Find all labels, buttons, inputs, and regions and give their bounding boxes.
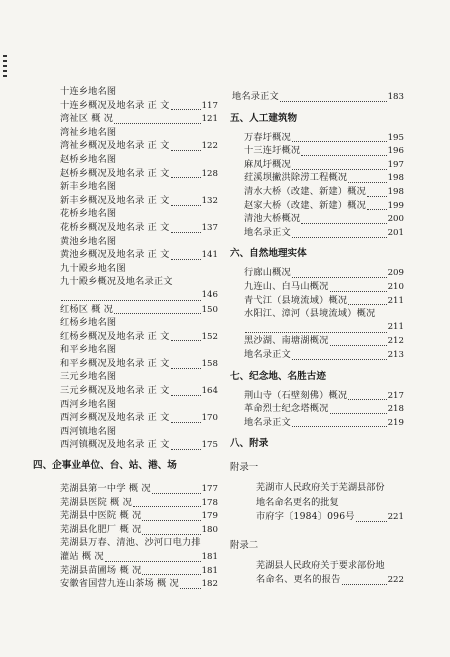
toc-entry: 市府字〔1984〕096号 221 bbox=[256, 511, 404, 523]
toc-entry-title: 麻凤圩概况 bbox=[244, 158, 291, 170]
toc-entry bbox=[244, 144, 404, 158]
toc-entry-title: 和平乡地名图 bbox=[60, 344, 117, 356]
toc-entry-title: 赵桥乡概况及地名录 正 文 bbox=[60, 167, 170, 179]
dot-leader bbox=[171, 331, 201, 341]
toc-entry-title: 十三连圩概况 bbox=[244, 145, 301, 157]
dot-leader bbox=[330, 282, 387, 292]
toc-entry-title: 芜湖县医院 概 况 bbox=[60, 496, 132, 508]
toc-page-number: 217 bbox=[387, 390, 404, 401]
toc-entry bbox=[60, 482, 218, 496]
appendix-1-line: 地名命名更名的批复 bbox=[256, 497, 339, 509]
toc-page-number: 210 bbox=[387, 281, 404, 292]
toc-entry-title: 花桥乡概况及地名录 正 文 bbox=[60, 221, 170, 233]
toc-entry bbox=[60, 536, 218, 550]
toc-page-number: 121 bbox=[201, 114, 218, 125]
toc-entry bbox=[60, 167, 218, 181]
toc-entry-title: 西河镇地名图 bbox=[60, 425, 117, 437]
toc-page-number: 213 bbox=[387, 349, 404, 360]
toc-entry-title: 地名录正文 bbox=[244, 226, 291, 238]
toc-entry-title: 红杨乡概况及地名录 正 文 bbox=[60, 330, 170, 342]
toc-entry bbox=[244, 266, 404, 280]
dot-leader bbox=[301, 146, 386, 156]
toc-page-number: 212 bbox=[387, 336, 404, 347]
toc-entry-title: 黄池乡地名图 bbox=[60, 235, 117, 247]
toc-entry bbox=[244, 158, 404, 172]
dot-leader bbox=[367, 187, 387, 197]
toc-page-number: 179 bbox=[201, 511, 218, 522]
toc-entry bbox=[60, 235, 218, 249]
toc-entry-title: 灌站 概 况 bbox=[60, 551, 104, 562]
toc-entry-title: 芜湖县第一中学 概 况 bbox=[60, 483, 151, 495]
toc-entry-title: 芜湖县万春、清池、沙河口电力排 bbox=[60, 537, 201, 549]
dot-leader bbox=[292, 160, 387, 170]
toc-page-number: 181 bbox=[201, 552, 218, 562]
toc-entry bbox=[60, 262, 218, 276]
toc-entry bbox=[60, 85, 218, 99]
toc-entry bbox=[244, 348, 404, 362]
toc-entry-title: 三元乡概况及地名录 正 文 bbox=[60, 385, 170, 397]
dot-leader bbox=[114, 304, 200, 314]
appendix-2-line: 芜湖县人民政府关于要求部份地 bbox=[256, 559, 385, 571]
toc-page-number: 198 bbox=[387, 186, 404, 197]
toc-page-number: 180 bbox=[201, 524, 218, 535]
toc-page-number: 211 bbox=[387, 295, 404, 306]
toc-entry-title: 青弋江（县境流域）概况 bbox=[244, 294, 348, 306]
toc-entry-title: 三元乡地名图 bbox=[60, 371, 117, 383]
toc-page-number: 117 bbox=[201, 100, 218, 111]
toc-entry bbox=[60, 398, 218, 412]
toc-entry-title: 安徽省国营九连山茶场 概 况 bbox=[60, 578, 179, 590]
toc-page-number: 181 bbox=[201, 565, 218, 576]
toc-page-number: 219 bbox=[387, 417, 404, 428]
toc-entry-title: 九十殿乡概况及地名录正文 bbox=[60, 276, 173, 288]
toc-entry-title: 行廊山概况 bbox=[244, 267, 291, 279]
dot-leader bbox=[142, 511, 200, 521]
toc-entry bbox=[244, 294, 404, 308]
section-heading-8: 八、附录 bbox=[230, 438, 269, 450]
toc-entry-title: 十连乡地名图 bbox=[60, 86, 117, 97]
toc-entry-title: 新丰乡概况及地名录 正 文 bbox=[60, 194, 170, 206]
toc-entry bbox=[60, 384, 218, 398]
dot-leader bbox=[142, 525, 200, 535]
toc-entry bbox=[60, 425, 218, 439]
toc-page-number: 209 bbox=[387, 268, 404, 279]
toc-entry bbox=[60, 411, 218, 425]
toc-entry bbox=[60, 207, 218, 221]
dot-leader bbox=[348, 295, 386, 305]
dot-leader bbox=[105, 552, 201, 562]
toc-entry bbox=[244, 226, 404, 240]
toc-page-number: 128 bbox=[201, 168, 218, 179]
toc-entry-title: 九十殿乡地名图 bbox=[60, 262, 126, 274]
scan-edge-marks bbox=[3, 55, 7, 95]
toc-entry-title: 湾祉乡地名图 bbox=[60, 126, 117, 138]
toc-entry bbox=[60, 194, 218, 208]
toc-entry bbox=[244, 171, 404, 185]
toc-entry bbox=[60, 275, 218, 289]
toc-page-number: 201 bbox=[387, 227, 404, 238]
toc-left-column bbox=[33, 85, 218, 591]
dot-leader bbox=[330, 404, 387, 414]
dot-leader bbox=[142, 565, 200, 575]
dot-leader bbox=[180, 579, 201, 589]
toc-entry bbox=[60, 248, 218, 262]
toc-entry-title: 地名录正文 bbox=[244, 348, 291, 360]
dot-leader bbox=[367, 200, 387, 210]
dot-leader bbox=[292, 228, 387, 238]
dot-leader bbox=[171, 168, 201, 178]
toc-entry bbox=[60, 523, 218, 537]
toc-page-number: 177 bbox=[201, 484, 218, 495]
toc-page-number: 198 bbox=[387, 173, 404, 184]
toc-entry-title: 红杨区 概 况 bbox=[60, 303, 114, 315]
toc-continuation-page: 146 bbox=[60, 289, 218, 303]
toc-entry-title: 新丰乡地名图 bbox=[60, 181, 117, 193]
dot-leader bbox=[348, 390, 386, 400]
section-heading-4: 四、企事业单位、台、站、港、场 bbox=[33, 460, 177, 472]
toc-entry bbox=[60, 438, 218, 452]
toc-page-number: 170 bbox=[201, 413, 218, 424]
toc-entry bbox=[60, 357, 218, 371]
dot-leader bbox=[133, 497, 201, 507]
toc-page-number: 158 bbox=[201, 358, 218, 369]
dot-leader bbox=[152, 484, 201, 494]
toc-page-number: 164 bbox=[201, 386, 218, 397]
toc-entry bbox=[60, 180, 218, 194]
toc-page-number: 182 bbox=[201, 579, 218, 590]
toc-right-column bbox=[232, 90, 404, 586]
toc-entry-title: 赵桥乡地名图 bbox=[60, 153, 117, 165]
dot-leader bbox=[292, 417, 387, 427]
toc-page-number: 150 bbox=[201, 304, 218, 315]
toc-entry bbox=[60, 370, 218, 384]
toc-entry bbox=[60, 126, 218, 140]
dot-leader bbox=[114, 114, 200, 124]
toc-page-number: 197 bbox=[387, 159, 404, 170]
dot-leader bbox=[292, 132, 387, 142]
toc-entry-title: 西河乡地名图 bbox=[60, 398, 117, 410]
toc-continuation-page: 211 bbox=[244, 321, 404, 335]
toc-page-number: 152 bbox=[201, 331, 218, 342]
dot-leader bbox=[171, 359, 201, 369]
toc-page-number: 175 bbox=[201, 440, 218, 451]
toc-entry bbox=[60, 139, 218, 153]
toc-page-number: 141 bbox=[201, 250, 218, 261]
section-heading-7: 七、纪念地、名胜古迹 bbox=[230, 370, 326, 382]
toc-entry: 地名录正文 183 bbox=[232, 91, 404, 102]
toc-entry-title: 万春圩概况 bbox=[244, 131, 291, 143]
toc-entry bbox=[60, 330, 218, 344]
toc-entry bbox=[60, 112, 218, 126]
toc-entry-title: 湾祉乡概况及地名录 正 文 bbox=[60, 140, 170, 152]
toc-entry bbox=[60, 153, 218, 167]
toc-entry-title: 湾祉区 概 况 bbox=[60, 113, 114, 125]
toc-entry bbox=[244, 416, 404, 430]
toc-entry-title: 清池大桥概况 bbox=[244, 213, 301, 225]
toc-entry bbox=[60, 496, 218, 510]
toc-entry-title: 荆山寺（石壁刻佛）概况 bbox=[244, 389, 348, 401]
toc-entry bbox=[244, 131, 404, 145]
toc-entry bbox=[60, 509, 218, 523]
dot-leader bbox=[330, 336, 387, 346]
dot-leader bbox=[171, 386, 201, 396]
dot-leader bbox=[301, 214, 386, 224]
dot-leader bbox=[171, 440, 201, 450]
appendix-1-line: 芜湖市人民政府关于芜湖县部份 bbox=[256, 482, 385, 494]
toc-entry-title: 花桥乡地名图 bbox=[60, 208, 117, 220]
toc-entry bbox=[244, 402, 404, 416]
toc-entry-title: 芜湖县中医院 概 况 bbox=[60, 510, 142, 522]
section-heading-6: 六、自然地理实体 bbox=[230, 248, 307, 260]
toc-entry bbox=[244, 280, 404, 294]
appendix-2-label: 附录二 bbox=[230, 539, 259, 551]
dot-leader bbox=[171, 250, 201, 260]
toc-entry bbox=[60, 221, 218, 235]
dot-leader bbox=[348, 173, 386, 183]
toc-entry-title: 赵家大桥（改建、新建）概况 bbox=[244, 199, 367, 211]
toc-entry bbox=[244, 199, 404, 213]
dot-leader bbox=[292, 268, 387, 278]
toc-entry bbox=[60, 564, 218, 578]
dot-leader bbox=[171, 223, 201, 233]
toc-entry-title: 西河乡概况及地名录 正 文 bbox=[60, 412, 170, 424]
toc-entry-title: 水阳江、漳河（县境流域）概况 bbox=[244, 308, 376, 320]
toc-page-number: 137 bbox=[201, 222, 218, 233]
toc-entry bbox=[60, 577, 218, 591]
toc-entry-title: 地名录正文 bbox=[244, 416, 291, 428]
toc-entry bbox=[60, 550, 218, 564]
toc-entry bbox=[244, 212, 404, 226]
toc-entry bbox=[60, 316, 218, 330]
toc-entry-title: 革命烈士纪念塔概况 bbox=[244, 403, 329, 415]
toc-entry bbox=[244, 389, 404, 403]
dot-leader bbox=[292, 350, 387, 360]
toc-entry bbox=[60, 303, 218, 317]
toc-page-number: 132 bbox=[201, 195, 218, 206]
toc-entry-title: 荭溪坝撇洪除涝工程概况 bbox=[244, 172, 348, 184]
toc-entry-title: 清水大桥（改建、新建）概况 bbox=[244, 185, 367, 197]
toc-entry-title: 黄池乡概况及地名录 正 文 bbox=[60, 249, 170, 261]
toc-page-number: 200 bbox=[387, 214, 404, 225]
toc-entry-title: 九连山、白马山概况 bbox=[244, 280, 329, 292]
toc-page-number: 199 bbox=[387, 200, 404, 211]
toc-entry bbox=[244, 334, 404, 348]
toc-entry-title: 黑沙湖、南塘湖概况 bbox=[244, 335, 329, 347]
toc-entry-title: 十连乡概况及地名录 正 文 bbox=[60, 99, 170, 111]
dot-leader bbox=[171, 413, 201, 423]
appendix-1-label: 附录一 bbox=[230, 462, 259, 474]
toc-page-number: 122 bbox=[201, 141, 218, 152]
dot-leader bbox=[171, 196, 201, 206]
toc-page-number: 178 bbox=[201, 497, 218, 508]
section-heading-5: 五、人工建筑物 bbox=[230, 112, 298, 124]
toc-entry bbox=[60, 99, 218, 113]
toc-page-number: 195 bbox=[387, 132, 404, 143]
toc-entry-title: 芜湖县苗圃场 概 况 bbox=[60, 564, 142, 576]
toc-page-number: 218 bbox=[387, 404, 404, 415]
toc-entry-title: 和平乡概况及地名录 正 文 bbox=[60, 357, 170, 369]
toc-entry-title: 芜湖县化肥厂 概 况 bbox=[60, 523, 142, 535]
toc-entry bbox=[244, 307, 404, 321]
toc-entry bbox=[60, 343, 218, 357]
toc-page-number: 196 bbox=[387, 146, 404, 157]
toc-entry: 名命名、更名的报告 222 bbox=[256, 573, 404, 585]
toc-entry-title: 红杨乡地名图 bbox=[60, 317, 117, 329]
toc-entry-title: 西河镇概况及地名录 正 文 bbox=[60, 439, 170, 451]
dot-leader bbox=[171, 100, 201, 110]
toc-entry bbox=[244, 185, 404, 199]
dot-leader bbox=[171, 141, 201, 151]
